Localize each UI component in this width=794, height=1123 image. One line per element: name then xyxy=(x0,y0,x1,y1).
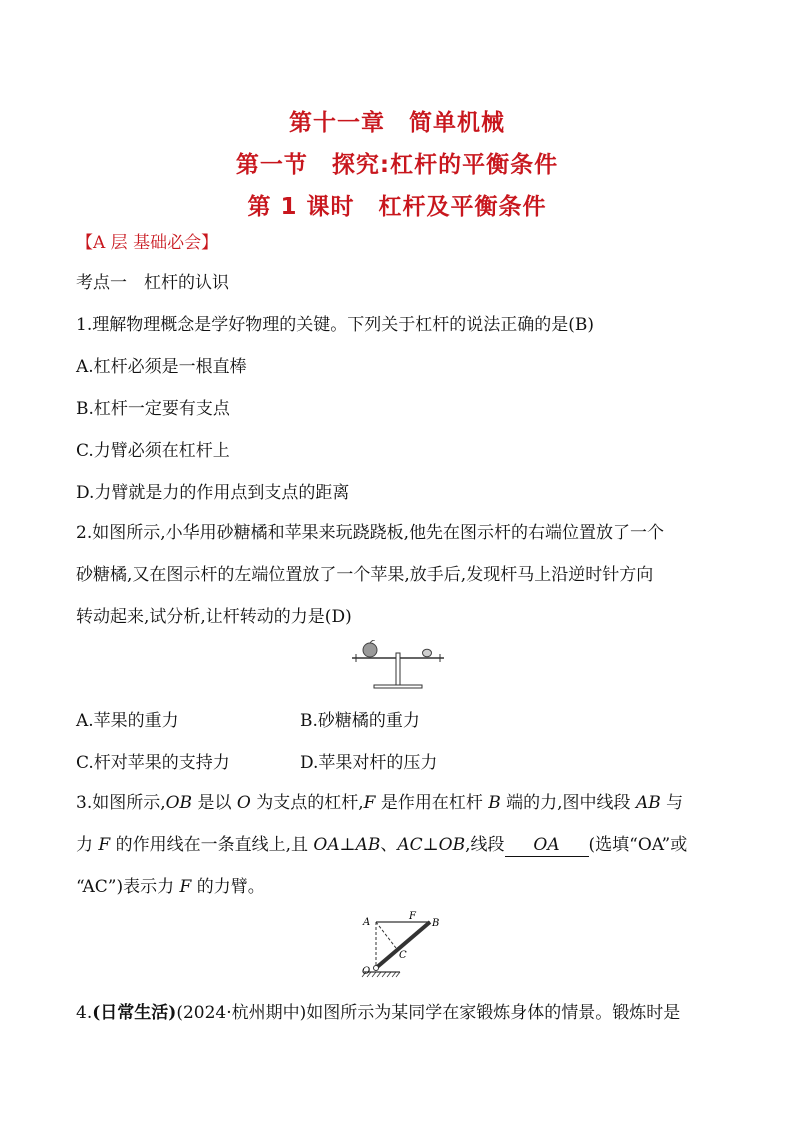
q3-stem-line1: 3.如图所示,OB 是以 O 为支点的杠杆,F 是作用在杠杆 B 端的力,图中线段 AB 与 xyxy=(76,793,684,813)
q2-options-row1 xyxy=(76,710,420,732)
lever-figure xyxy=(360,908,450,980)
label-f: F xyxy=(409,911,416,922)
q1-stem: 1.理解物理概念是学好物理的关键。下列关于杠杆的说法正确的是(B) xyxy=(76,315,594,335)
section-title: 第一节 探究:杠杆的平衡条件 xyxy=(235,152,559,178)
label-c: C xyxy=(399,950,407,961)
topic-heading: 考点一 杠杆的认识 xyxy=(76,273,229,293)
q1-option-c: C.力臂必须在杠杆上 xyxy=(76,441,230,461)
q3-answer-blank: OA xyxy=(505,834,589,857)
segment-ac xyxy=(376,922,396,948)
seesaw-figure xyxy=(350,640,450,692)
apple-icon xyxy=(363,643,377,657)
chapter-title: 第十一章 简单机械 xyxy=(289,110,505,136)
q2-options-row2 xyxy=(76,752,437,774)
seesaw-base xyxy=(374,685,422,688)
pivot-o xyxy=(374,966,379,971)
tangerine-icon xyxy=(423,649,432,657)
q2-stem-line3: 转动起来,试分析,让杆转动的力是(D) xyxy=(76,607,352,627)
q2-stem-line2: 砂糖橘,又在图示杆的左端位置放了一个苹果,放手后,发现杆马上沿逆时针方向 xyxy=(76,565,654,585)
q3-stem-line2: 力 F 的作用线在一条直线上,且 OA⊥AB、AC⊥OB,线段 OA (选填“OA”或 xyxy=(76,835,688,855)
q2-option-c: C.杆对苹果的支持力 xyxy=(76,753,230,773)
q1-option-a: A.杠杆必须是一根直棒 xyxy=(76,357,247,377)
label-o: O xyxy=(362,966,371,977)
q2-option-d: D.苹果对杆的压力 xyxy=(300,753,438,773)
seesaw-post xyxy=(396,653,400,686)
q2-stem-line1: 2.如图所示,小华用砂糖橘和苹果来玩跷跷板,他先在图示杆的右端位置放了一个 xyxy=(76,523,665,543)
q1-option-b: B.杠杆一定要有支点 xyxy=(76,399,230,419)
q4-tag: (日常生活) xyxy=(92,1003,177,1023)
q3-stem-line3: “AC”)表示力 F 的力臂。 xyxy=(76,877,265,897)
q4-stem: 4.(日常生活)(2024·杭州期中)如图所示为某同学在家锻炼身体的情景。锻炼时是 xyxy=(76,1003,681,1023)
label-a: A xyxy=(363,917,371,928)
label-b: B xyxy=(432,918,440,929)
lever-ob xyxy=(376,922,430,968)
q2-option-a: A.苹果的重力 xyxy=(76,711,179,731)
q1-option-d: D.力臂就是力的作用点到支点的距离 xyxy=(76,483,350,503)
q2-option-b: B.砂糖橘的重力 xyxy=(300,711,420,731)
level-label: 【A 层 基础必会】 xyxy=(76,233,219,253)
lesson-title: 第 1 课时 杠杆及平衡条件 xyxy=(247,194,547,220)
